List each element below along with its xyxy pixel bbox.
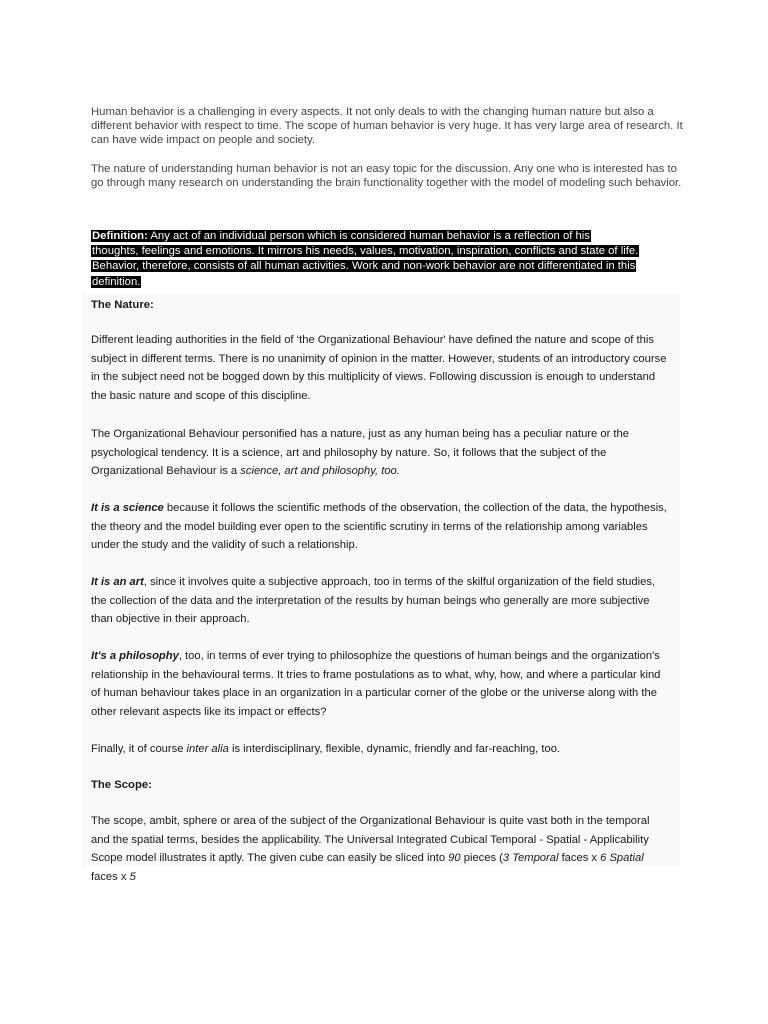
art-lead: It is an art (91, 576, 144, 588)
philosophy-paragraph (91, 647, 671, 721)
nature-heading: The Nature: (91, 299, 154, 311)
definition-text: Any act of an individual person which is considered human behavior is a reflection of his thoughts, feelings and emotions. It mirrors his needs, values, motivation, inspiration, conflicts and state of life. Behavior, therefore, consists of all human activities. Work and non-work behavior are not differentiated in this definition. (92, 230, 639, 288)
nature-paragraph-2 (91, 425, 671, 481)
scope-spatial: 6 Spatial (600, 852, 644, 865)
art-text: , since it involves quite a subjective approach, too in terms of the skilful organization of the field studies, the collection of the data and the interpretation of the results by human beings who generally are more subjective than objective in their approach. (91, 576, 656, 626)
scope-90: 90 (448, 852, 461, 865)
philosophy-text: , too, in terms of ever trying to philosophize the questions of human beings and the organization's relationship in the behavioural terms. It tries to frame postulations as to what, why, how, and where a particular kind of human behaviour takes place in an organization in a particular corner of the globe or the universe along with the other relevant aspects like its impact or effects? (91, 650, 661, 718)
scope-faces-2: faces x (91, 870, 130, 883)
finally-paragraph (91, 740, 671, 759)
intro-paragraph-2: The nature of understanding human behavior is not an easy topic for the discussion. Any one who is interested has to go through many research on understanding the brain functionality together with the model of modeling such behavior. (91, 163, 682, 189)
science-paragraph (91, 499, 671, 555)
scope-faces-1: faces x (558, 852, 601, 865)
finally-pre: Finally, it of course (91, 743, 187, 755)
nature-paragraph-1: Different leading authorities in the field of ‘the Organizational Behaviour' have defined the nature and scope of this subject in different terms. There is no unanimity of opinion in the matter. However, students of an introductory course in the subject need not be bogged down by this multiplicity of views. Following discussion is enough to understand the basic nature and scope of this discipline. (91, 334, 667, 402)
scope-text: The scope, ambit, sphere or area of the subject of the Organizational Behaviour is quite vast both in the temporal and the spatial terms, besides the applicability. The Universal Integrated Cubical Temporal - Spatial - Applicability Scope model illustrates it aptly. The given cube can easily be sliced into (91, 815, 650, 865)
definition-label: Definition: (92, 230, 148, 242)
intro-paragraph-1: Human behavior is a challenging in every aspects. It not only deals to with the changing human nature but also a different behavior with respect to time. The scope of human behavior is very huge. It has very large area of research. It can have wide impact on people and society. (91, 106, 683, 146)
nature-p2-text: The Organizational Behaviour personified has a nature, just as any human being has a peculiar nature or the psychological tendency. It is a science, art and philosophy by nature. So, it follows that the subject of the Organizational Behaviour is a (91, 428, 629, 478)
inter-alia-italic: inter alia (186, 743, 229, 755)
scope-paragraph (91, 812, 671, 886)
science-text: because it follows the scientific methods of the observation, the collection of the data, the hypothesis, the theory and the model building ever open to the scientific scrutiny in terms of the relationship among variables under the study and the validity of such a relationship. (91, 502, 667, 552)
definition-block (91, 229, 639, 290)
science-lead: It is a science (91, 502, 164, 514)
finally-post: is interdisciplinary, flexible, dynamic, friendly and far-reaching, too. (228, 743, 561, 755)
scope-heading: The Scope: (91, 779, 152, 791)
art-paragraph (91, 573, 671, 629)
philosophy-lead: It's a philosophy (91, 650, 179, 662)
scope-pieces: pieces ( (460, 852, 503, 865)
scope-temporal: 3 Temporal (502, 852, 559, 865)
scope-five: 5 (129, 870, 136, 883)
nature-p2-italic: science, art and philosophy, too. (240, 465, 400, 478)
